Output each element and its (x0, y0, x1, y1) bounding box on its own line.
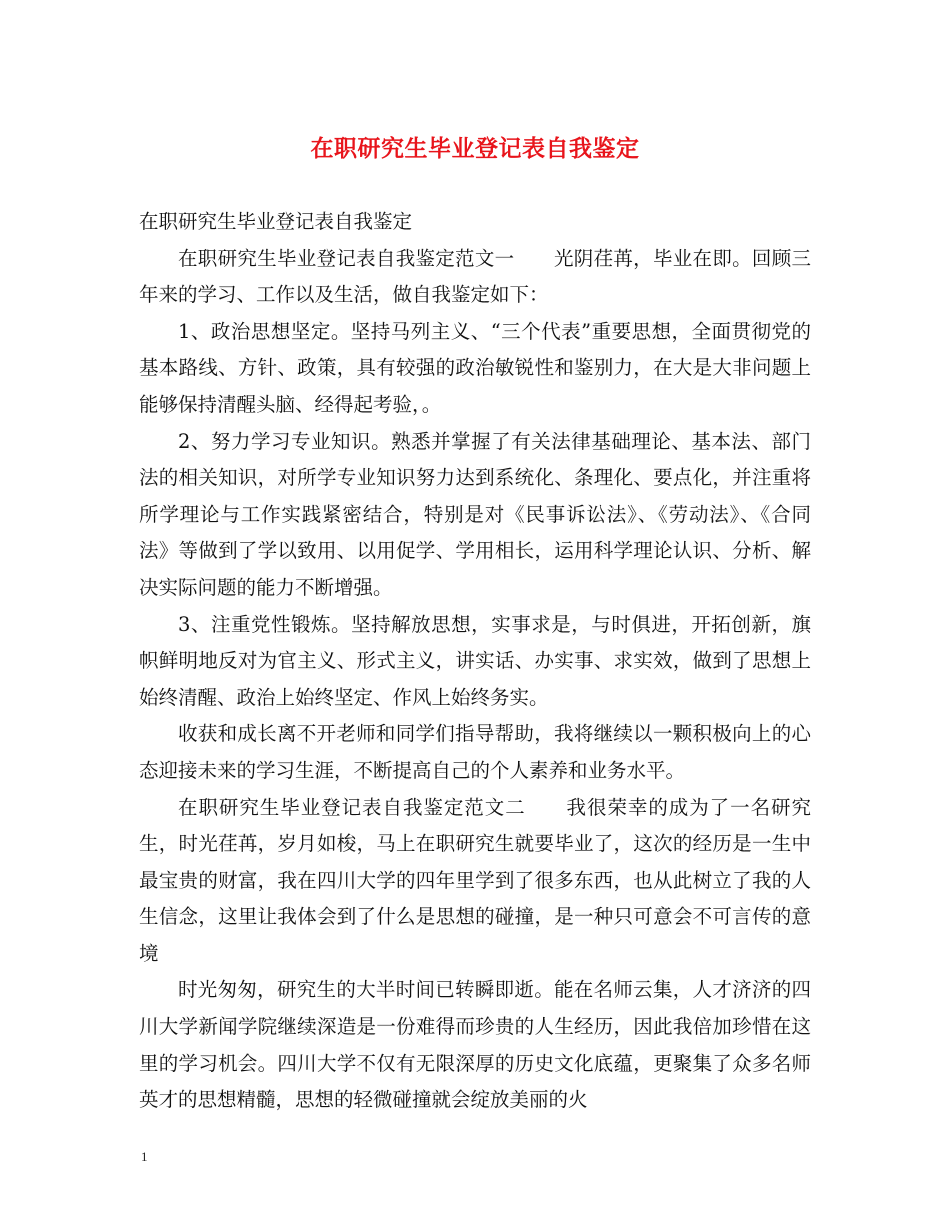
paragraph-sample-one-intro: 在职研究生毕业登记表自我鉴定范文一 光阴荏苒，毕业在即。回顾三年来的学习、工作以及生活，做自我鉴定如下： (139, 246, 811, 307)
paragraph-conclusion: 收获和成长离不开老师和同学们指导帮助，我将继续以一颗积极向上的心态迎接未来的学习生涯，不断提高自己的个人素养和业务水平。 (139, 722, 811, 782)
document-title: 在职研究生毕业登记表自我鉴定 (310, 135, 640, 162)
paragraph-point-one: 1、政治思想坚定。坚持马列主义、“三个代表”重要思想，全面贯彻党的基本路线、方针、政策，具有较强的政治敏锐性和鉴别力，在大是大非问题上能够保持清醒头脑、经得起考验，。 (139, 319, 811, 416)
document-body (139, 204, 811, 1119)
page-number: 1 (141, 1149, 148, 1164)
paragraph-heading: 在职研究生毕业登记表自我鉴定 (139, 210, 413, 233)
paragraph-point-two: 2、努力学习专业知识。熟悉并掌握了有关法律基础理论、基本法、部门法的相关知识，对所学专业知识努力达到系统化、条理化、要点化，并注重将所学理论与工作实践紧密结合，特别是对《民事诉讼法》、《劳动法》、《合同法》等做到了学以致用、以用促学、学用相长，运用科学理论认识、分析、解决实际问题的能力不断增强。 (139, 429, 811, 599)
paragraph-point-three: 3、注重党性锻炼。坚持解放思想，实事求是，与时俱进，开拓创新，旗帜鲜明地反对为官主义、形式主义，讲实话、办实事、求实效，做到了思想上始终清醒、政治上始终坚定、作风上始终务实。 (139, 612, 811, 709)
paragraph-sample-two-intro: 在职研究生毕业登记表自我鉴定范文二 我很荣幸的成为了一名研究生，时光荏苒，岁月如梭，马上在职研究生就要毕业了，这次的经历是一生中最宝贵的财富，我在四川大学的四年里学到了很多东西，也从此树立了我的人生信念，这里让我体会到了什么是思想的碰撞，是一种只可意会不可言传的意境 (139, 795, 811, 965)
paragraph-time-passes: 时光匆匆，研究生的大半时间已转瞬即逝。能在名师云集，人才济济的四川大学新闻学院继续深造是一份难得而珍贵的人生经历，因此我倍加珍惜在这里的学习机会。四川大学不仅有无限深厚的历史文化底蕴，更聚集了众多名师英才的思想精髓，思想的轻微碰撞就会绽放美丽的火 (139, 978, 811, 1112)
